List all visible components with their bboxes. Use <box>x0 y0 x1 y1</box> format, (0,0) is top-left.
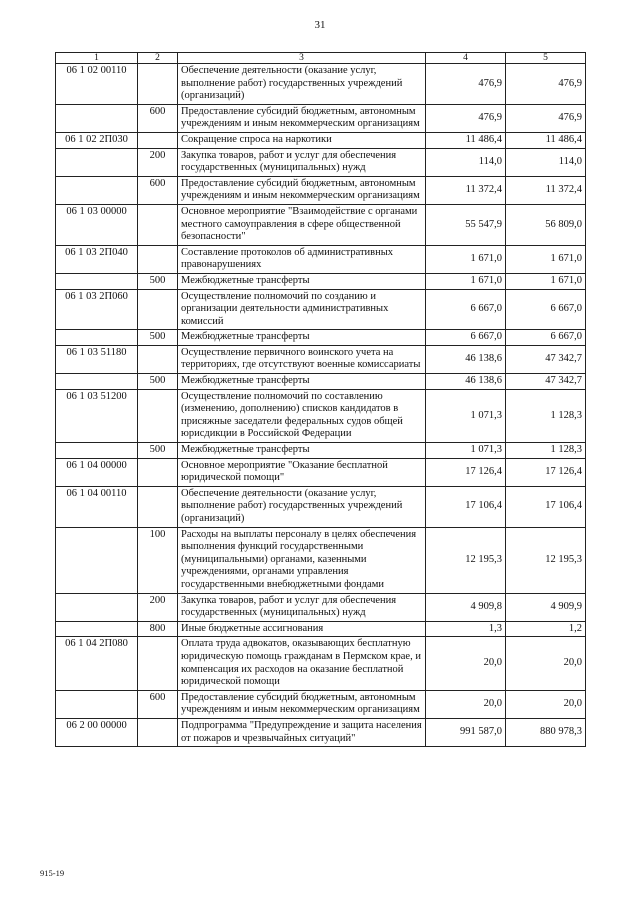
row-value-col5-cell: 12 195,3 <box>506 527 586 593</box>
table-row <box>56 104 586 132</box>
row-expense-type-cell <box>138 204 178 245</box>
row-name-cell: Закупка товаров, работ и услуг для обеспечения государственных (муниципальных) нужд <box>178 148 426 176</box>
row-code-cell: 06 1 02 2П030 <box>56 132 138 148</box>
row-value-col4-cell: 1 071,3 <box>426 389 506 442</box>
row-value-col5-cell: 1 128,3 <box>506 443 586 459</box>
column-header: 2 <box>138 53 178 64</box>
row-expense-type-cell <box>138 345 178 373</box>
row-value-col4-cell: 1 071,3 <box>426 443 506 459</box>
table-row <box>56 289 586 330</box>
row-value-col5-cell: 4 909,9 <box>506 593 586 621</box>
row-name-cell: Составление протоколов об административных правонарушениях <box>178 245 426 273</box>
row-value-col4-cell: 1 671,0 <box>426 245 506 273</box>
row-expense-type-cell: 800 <box>138 621 178 637</box>
row-expense-type-cell: 500 <box>138 330 178 346</box>
row-value-col4-cell: 46 138,6 <box>426 345 506 373</box>
row-expense-type-cell: 600 <box>138 690 178 718</box>
row-name-cell: Предоставление субсидий бюджетным, автономным учреждениям и иным некоммерческим организациям <box>178 690 426 718</box>
budget-table <box>55 52 586 747</box>
row-value-col5-cell: 1 128,3 <box>506 389 586 442</box>
row-name-cell: Осуществление первичного воинского учета на территориях, где отсутствуют военные комиссариаты <box>178 345 426 373</box>
table-row <box>56 374 586 390</box>
row-value-col5-cell: 56 809,0 <box>506 204 586 245</box>
row-value-col4-cell: 991 587,0 <box>426 718 506 746</box>
row-code-cell: 06 1 03 2П040 <box>56 245 138 273</box>
row-code-cell <box>56 104 138 132</box>
table-row <box>56 593 586 621</box>
row-name-cell: Оплата труда адвокатов, оказывающих бесплатную юридическую помощь гражданам в Пермском крае, и компенсация их расходов на оказание бесплатной юридической помощи <box>178 637 426 690</box>
row-value-col5-cell: 114,0 <box>506 148 586 176</box>
row-code-cell: 06 1 04 00000 <box>56 458 138 486</box>
table-row <box>56 389 586 442</box>
row-code-cell <box>56 330 138 346</box>
row-code-cell <box>56 176 138 204</box>
table-row <box>56 486 586 527</box>
row-value-col5-cell: 6 667,0 <box>506 330 586 346</box>
table-row <box>56 64 586 105</box>
row-code-cell: 06 2 00 00000 <box>56 718 138 746</box>
row-code-cell: 06 1 03 51180 <box>56 345 138 373</box>
row-expense-type-cell: 200 <box>138 148 178 176</box>
row-value-col4-cell: 55 547,9 <box>426 204 506 245</box>
table-row <box>56 527 586 593</box>
row-name-cell: Сокращение спроса на наркотики <box>178 132 426 148</box>
row-code-cell <box>56 527 138 593</box>
row-name-cell: Основное мероприятие "Оказание бесплатной юридической помощи" <box>178 458 426 486</box>
row-value-col4-cell: 4 909,8 <box>426 593 506 621</box>
row-value-col4-cell: 476,9 <box>426 64 506 105</box>
row-code-cell <box>56 621 138 637</box>
column-header: 5 <box>506 53 586 64</box>
table-row <box>56 245 586 273</box>
table-row <box>56 637 586 690</box>
table-row <box>56 690 586 718</box>
row-name-cell: Закупка товаров, работ и услуг для обеспечения государственных (муниципальных) нужд <box>178 593 426 621</box>
row-name-cell: Обеспечение деятельности (оказание услуг, выполнение работ) государственных учреждений (организаций) <box>178 486 426 527</box>
row-expense-type-cell <box>138 289 178 330</box>
row-expense-type-cell <box>138 389 178 442</box>
table-body <box>56 64 586 747</box>
row-value-col5-cell: 476,9 <box>506 64 586 105</box>
row-expense-type-cell: 600 <box>138 176 178 204</box>
row-code-cell <box>56 148 138 176</box>
row-code-cell: 06 1 02 00110 <box>56 64 138 105</box>
table-row <box>56 345 586 373</box>
row-value-col5-cell: 20,0 <box>506 637 586 690</box>
row-name-cell: Предоставление субсидий бюджетным, автономным учреждениям и иным некоммерческим организациям <box>178 176 426 204</box>
row-expense-type-cell: 600 <box>138 104 178 132</box>
table-row <box>56 204 586 245</box>
row-value-col5-cell: 47 342,7 <box>506 345 586 373</box>
row-value-col5-cell: 17 106,4 <box>506 486 586 527</box>
row-expense-type-cell <box>138 486 178 527</box>
row-name-cell: Межбюджетные трансферты <box>178 330 426 346</box>
table-row <box>56 718 586 746</box>
row-name-cell: Обеспечение деятельности (оказание услуг, выполнение работ) государственных учреждений (организаций) <box>178 64 426 105</box>
row-value-col4-cell: 11 372,4 <box>426 176 506 204</box>
row-name-cell: Межбюджетные трансферты <box>178 273 426 289</box>
row-code-cell: 06 1 04 2П080 <box>56 637 138 690</box>
row-value-col5-cell: 1 671,0 <box>506 245 586 273</box>
row-expense-type-cell <box>138 245 178 273</box>
table-row <box>56 621 586 637</box>
row-value-col4-cell: 114,0 <box>426 148 506 176</box>
row-value-col5-cell: 880 978,3 <box>506 718 586 746</box>
row-value-col4-cell: 1 671,0 <box>426 273 506 289</box>
row-code-cell <box>56 690 138 718</box>
row-value-col4-cell: 6 667,0 <box>426 330 506 346</box>
row-code-cell: 06 1 03 2П060 <box>56 289 138 330</box>
row-value-col5-cell: 11 486,4 <box>506 132 586 148</box>
table-row <box>56 443 586 459</box>
row-value-col4-cell: 20,0 <box>426 690 506 718</box>
row-expense-type-cell <box>138 637 178 690</box>
row-value-col4-cell: 46 138,6 <box>426 374 506 390</box>
row-name-cell: Осуществление полномочий по созданию и организации деятельности административных комиссий <box>178 289 426 330</box>
row-value-col5-cell: 17 126,4 <box>506 458 586 486</box>
row-value-col4-cell: 17 126,4 <box>426 458 506 486</box>
table-row <box>56 132 586 148</box>
row-name-cell: Межбюджетные трансферты <box>178 443 426 459</box>
row-name-cell: Осуществление полномочий по составлению (изменению, дополнению) списков кандидатов в присяжные заседатели федеральных судов общей юрисдикции в Российской Федерации <box>178 389 426 442</box>
table-row <box>56 330 586 346</box>
row-name-cell: Основное мероприятие "Взаимодействие с органами местного самоуправления в сфере общественной безопасности" <box>178 204 426 245</box>
row-name-cell: Подпрограмма "Предупреждение и защита населения от пожаров и чрезвычайных ситуаций" <box>178 718 426 746</box>
row-code-cell: 06 1 03 00000 <box>56 204 138 245</box>
row-code-cell <box>56 593 138 621</box>
row-value-col5-cell: 47 342,7 <box>506 374 586 390</box>
row-value-col5-cell: 1 671,0 <box>506 273 586 289</box>
row-code-cell <box>56 273 138 289</box>
row-expense-type-cell: 500 <box>138 443 178 459</box>
row-name-cell: Предоставление субсидий бюджетным, автономным учреждениям и иным некоммерческим организациям <box>178 104 426 132</box>
row-value-col4-cell: 1,3 <box>426 621 506 637</box>
row-expense-type-cell: 500 <box>138 273 178 289</box>
row-code-cell <box>56 443 138 459</box>
row-name-cell: Расходы на выплаты персоналу в целях обеспечения выполнения функций государственными (муниципальными) органами, казенными учреждениями, органами управления государственными внебюджетными фондами <box>178 527 426 593</box>
row-code-cell: 06 1 03 51200 <box>56 389 138 442</box>
row-name-cell: Иные бюджетные ассигнования <box>178 621 426 637</box>
row-expense-type-cell <box>138 132 178 148</box>
footer-code: 915-19 <box>40 868 65 878</box>
table-header-row <box>56 53 586 64</box>
column-header: 3 <box>178 53 426 64</box>
row-value-col4-cell: 20,0 <box>426 637 506 690</box>
row-value-col4-cell: 11 486,4 <box>426 132 506 148</box>
table-row <box>56 458 586 486</box>
row-value-col4-cell: 476,9 <box>426 104 506 132</box>
row-value-col4-cell: 12 195,3 <box>426 527 506 593</box>
row-expense-type-cell <box>138 718 178 746</box>
column-header: 4 <box>426 53 506 64</box>
row-expense-type-cell <box>138 64 178 105</box>
page-number: 31 <box>314 19 326 31</box>
table-row <box>56 148 586 176</box>
row-expense-type-cell <box>138 458 178 486</box>
row-code-cell <box>56 374 138 390</box>
row-expense-type-cell: 500 <box>138 374 178 390</box>
row-value-col5-cell: 6 667,0 <box>506 289 586 330</box>
row-value-col5-cell: 20,0 <box>506 690 586 718</box>
table-row <box>56 273 586 289</box>
row-value-col5-cell: 1,2 <box>506 621 586 637</box>
table-row <box>56 176 586 204</box>
row-value-col4-cell: 17 106,4 <box>426 486 506 527</box>
row-expense-type-cell: 200 <box>138 593 178 621</box>
row-name-cell: Межбюджетные трансферты <box>178 374 426 390</box>
row-value-col5-cell: 476,9 <box>506 104 586 132</box>
row-code-cell: 06 1 04 00110 <box>56 486 138 527</box>
column-header: 1 <box>56 53 138 64</box>
row-value-col4-cell: 6 667,0 <box>426 289 506 330</box>
row-value-col5-cell: 11 372,4 <box>506 176 586 204</box>
row-expense-type-cell: 100 <box>138 527 178 593</box>
